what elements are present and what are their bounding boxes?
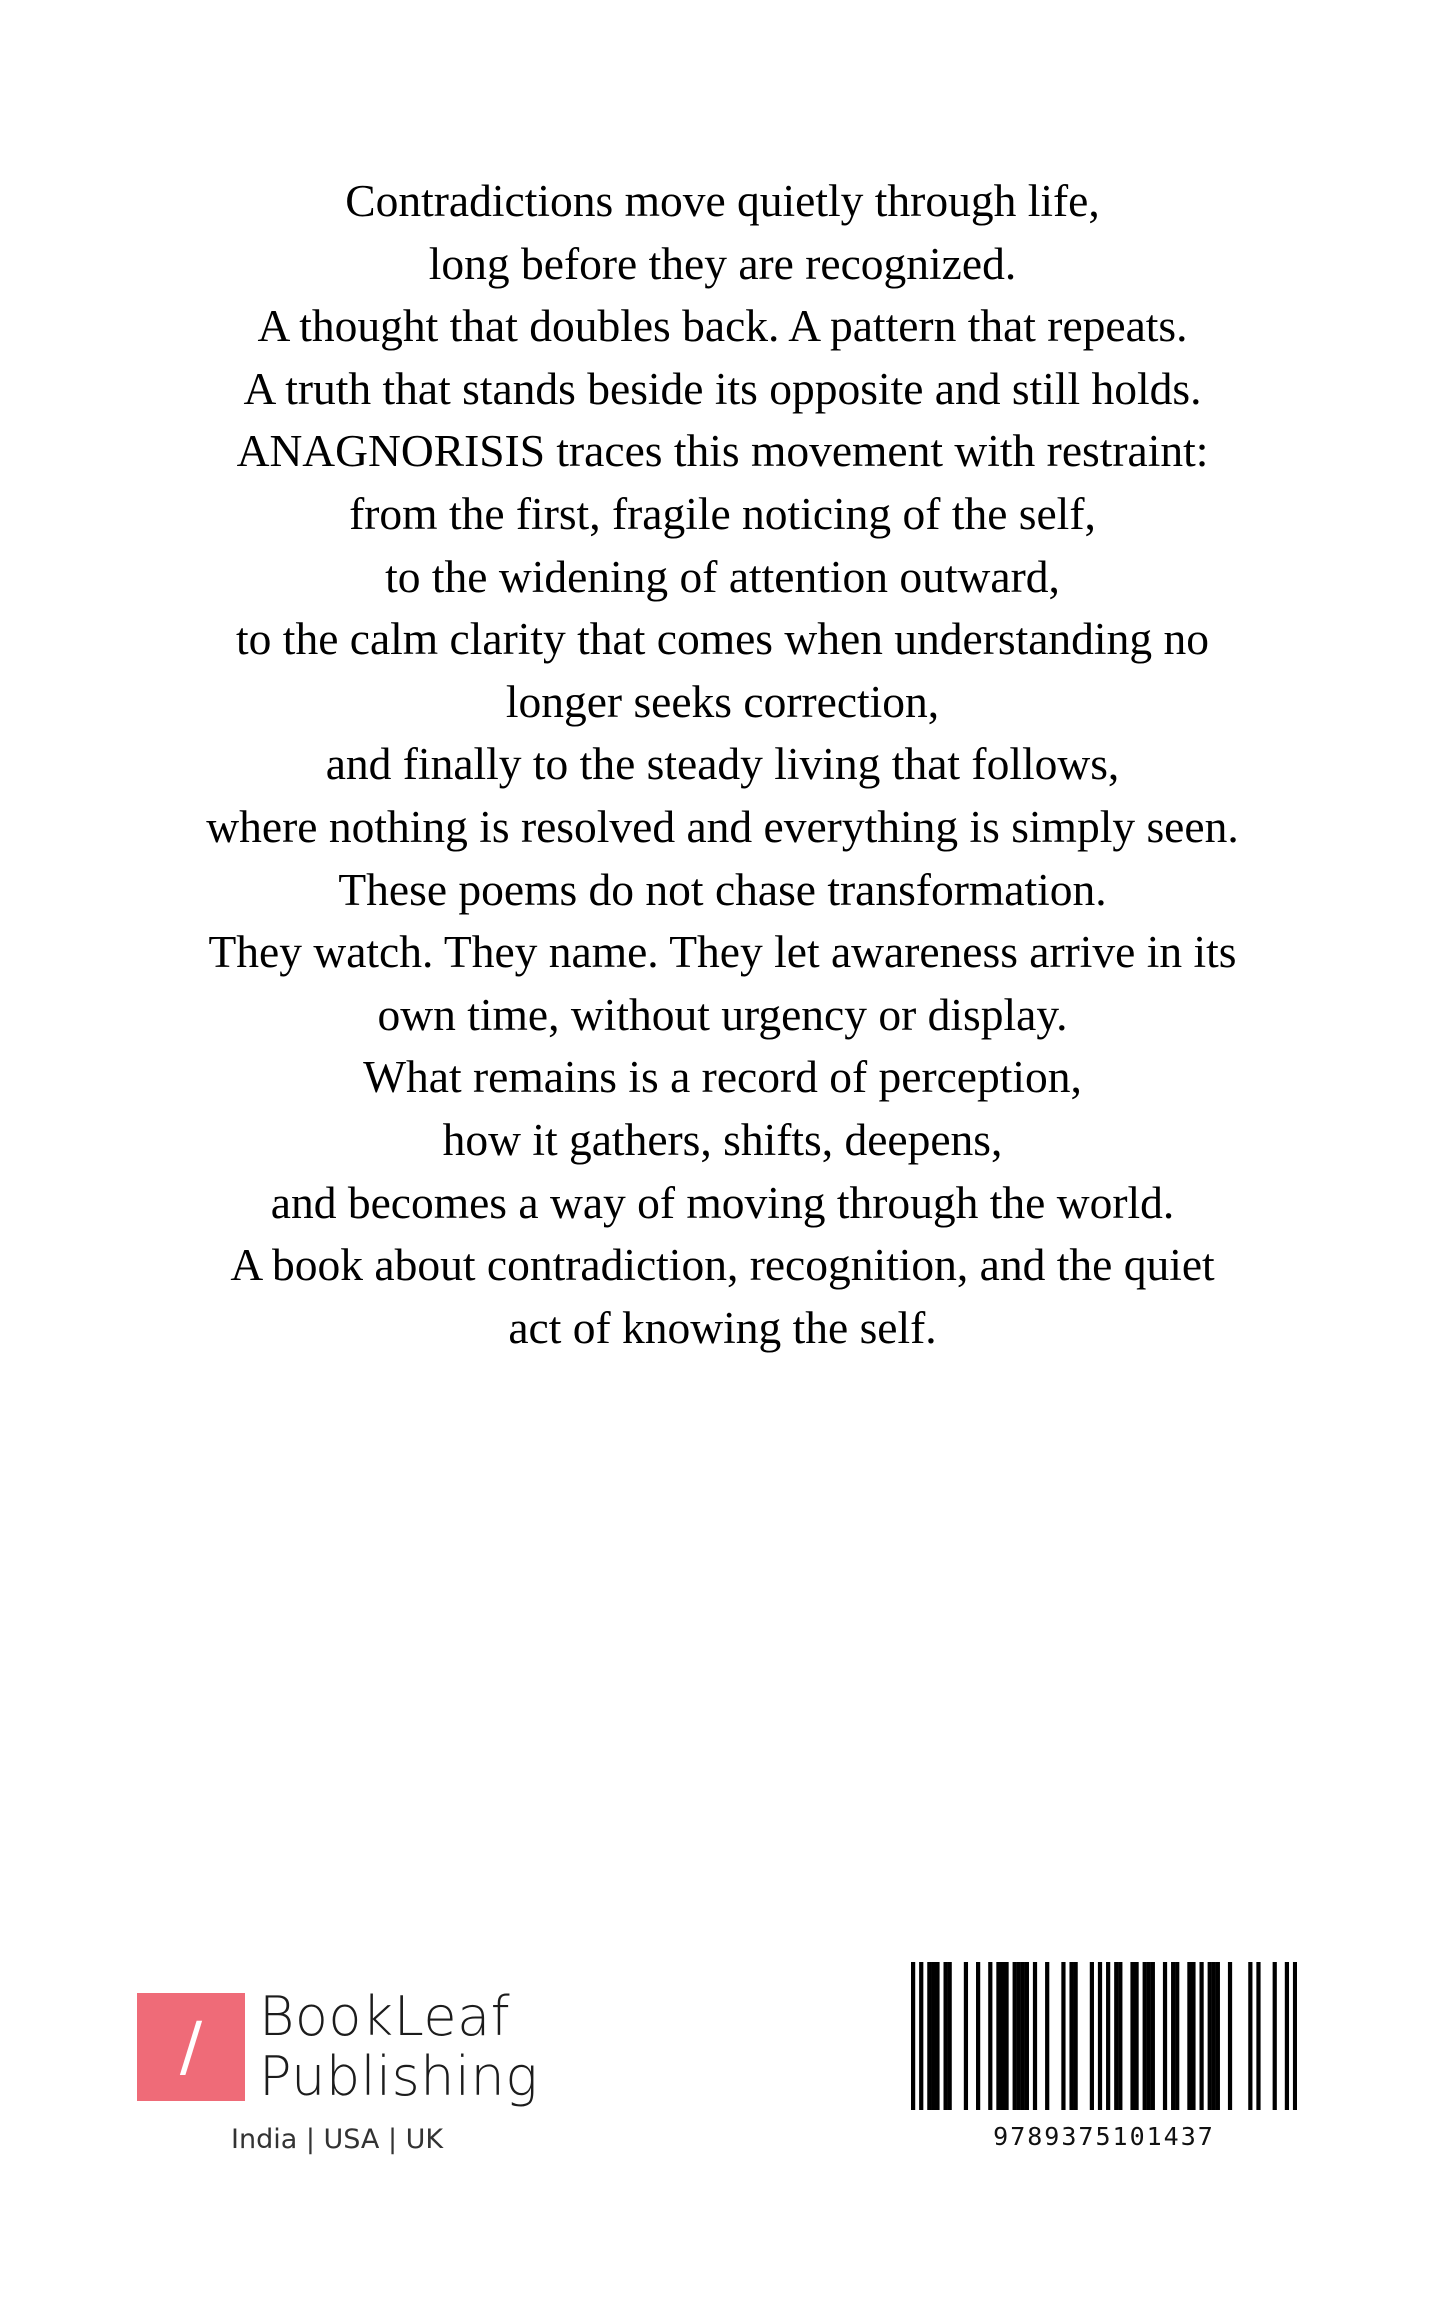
barcode-bar xyxy=(1256,1962,1260,2110)
blurb-line: ANAGNORISIS traces this movement with restraint: xyxy=(236,425,1209,477)
barcode-bar xyxy=(1147,1962,1151,2110)
barcode-bar xyxy=(1248,1962,1252,2110)
barcode-bar xyxy=(948,1962,952,2110)
blurb-line: and becomes a way of moving through the world. xyxy=(270,1176,1175,1228)
barcode-bar xyxy=(1273,1962,1277,2110)
barcode-bar xyxy=(1199,1962,1203,2110)
barcode-bar xyxy=(935,1962,939,2110)
barcode-bar xyxy=(1208,1962,1212,2110)
barcode-bar xyxy=(1000,1962,1004,2110)
blurb-line: to the calm clarity that comes when understanding no xyxy=(236,613,1209,665)
blurb-line: act of knowing the self. xyxy=(508,1301,937,1353)
barcode-bar xyxy=(1074,1962,1078,2110)
barcode-bar xyxy=(1033,1962,1037,2110)
barcode-bar xyxy=(1175,1962,1179,2110)
barcode-bar xyxy=(1106,1962,1110,2110)
barcode-bar xyxy=(931,1962,935,2110)
barcode-bar xyxy=(1069,1962,1073,2110)
barcode-bar xyxy=(927,1962,931,2110)
blurb-line: What remains is a record of perception, xyxy=(363,1051,1082,1103)
blurb-line: longer seeks correction, xyxy=(505,675,940,727)
barcode-bar xyxy=(1163,1962,1167,2110)
barcode-bar xyxy=(1114,1962,1118,2110)
blurb-line: where nothing is resolved and everything is simply seen. xyxy=(206,800,1239,852)
isbn-number: 9789375101437 xyxy=(993,2122,1215,2151)
barcode-bar xyxy=(1017,1962,1021,2110)
barcode-bar xyxy=(1134,1962,1138,2110)
blurb-line: A book about contradiction, recognition, and the quiet xyxy=(230,1239,1215,1291)
barcode-bar xyxy=(1171,1962,1175,2110)
back-cover-blurb xyxy=(0,170,1445,1359)
blurb-line: A truth that stands beside its opposite and still holds. xyxy=(243,362,1202,414)
blurb-line: Contradictions move quietly through life, xyxy=(345,175,1100,226)
barcode-bar xyxy=(1191,1962,1195,2110)
isbn-barcode xyxy=(911,1962,1297,2110)
barcode-bar xyxy=(1004,1962,1008,2110)
blurb-line: long before they are recognized. xyxy=(428,237,1017,289)
publisher-regions: India | USA | UK xyxy=(231,2124,444,2155)
barcode-bar xyxy=(919,1962,923,2110)
blurb-line: They watch. They name. They let awareness arrive in its xyxy=(208,926,1237,978)
barcode-bar xyxy=(976,1962,980,2110)
blurb-line: and finally to the steady living that follows, xyxy=(325,738,1120,790)
blurb-line: own time, without urgency or display. xyxy=(377,988,1068,1040)
barcode-bar xyxy=(964,1962,968,2110)
barcode-bar xyxy=(1293,1962,1297,2110)
barcode-bar xyxy=(911,1962,915,2110)
barcode-bar xyxy=(1285,1962,1289,2110)
blurb-line: These poems do not chase transformation. xyxy=(338,863,1107,915)
barcode-bar xyxy=(996,1962,1000,2110)
barcode-bar xyxy=(1118,1962,1122,2110)
blurb-line: A thought that doubles back. A pattern that repeats. xyxy=(257,300,1188,352)
barcode-bar xyxy=(944,1962,948,2110)
barcode-bar xyxy=(1013,1962,1017,2110)
publisher-logo-mark xyxy=(137,1993,245,2101)
barcode-bar xyxy=(1187,1962,1191,2110)
barcode-bar xyxy=(1021,1962,1025,2110)
blurb-line: to the widening of attention outward, xyxy=(385,550,1060,602)
barcode-bar xyxy=(1130,1962,1134,2110)
barcode-bar xyxy=(1151,1962,1155,2110)
publisher-name xyxy=(259,1987,538,2107)
barcode-bar xyxy=(1216,1962,1220,2110)
slash-icon: / xyxy=(179,2008,203,2085)
blurb-line: from the first, fragile noticing of the self, xyxy=(349,487,1096,539)
barcode-bar xyxy=(1025,1962,1029,2110)
barcode-bar xyxy=(1045,1962,1049,2110)
barcode-bar xyxy=(1228,1962,1232,2110)
barcode-bar xyxy=(988,1962,992,2110)
barcode-bar xyxy=(1212,1962,1216,2110)
barcode-bar xyxy=(1098,1962,1102,2110)
barcode-bar xyxy=(1090,1962,1094,2110)
barcode-bar xyxy=(1061,1962,1065,2110)
barcode-bar xyxy=(1143,1962,1147,2110)
publisher-name-line2: Publishing xyxy=(259,2045,539,2108)
blurb-line: how it gathers, shifts, deepens, xyxy=(442,1113,1003,1165)
publisher-name-line1: BookLeaf xyxy=(259,1985,511,2048)
